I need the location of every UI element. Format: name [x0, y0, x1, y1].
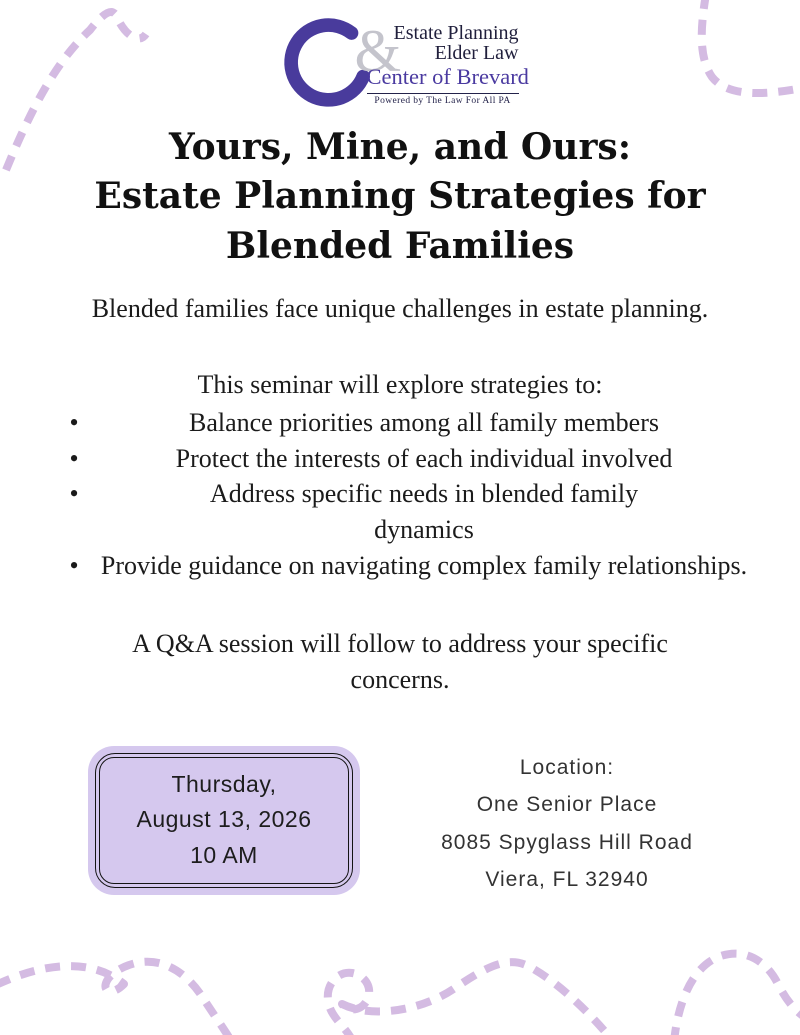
brand-name-line1: Estate Planning [393, 22, 519, 44]
title-line2: Estate Planning Strategies for [94, 175, 706, 218]
dash-curve-bottom-left [0, 962, 232, 1035]
brand-name-line3: Center of Brevard [366, 63, 529, 89]
list-item-text: Balance priorities among all family members [188, 407, 660, 437]
strategy-list [50, 405, 750, 584]
schedule-box-border-inner [99, 757, 349, 884]
page-title [0, 123, 800, 271]
brand-wordmark [354, 13, 529, 107]
event-details [0, 746, 800, 899]
title-line1: Yours, Mine, and Ours: [169, 126, 631, 168]
location-venue: One Senior Place [476, 793, 658, 817]
bullet-icon: • [69, 443, 79, 473]
location-street: 8085 Spyglass Hill Road [441, 830, 693, 854]
bullet-icon: • [69, 551, 79, 581]
bullet-icon: • [69, 407, 79, 437]
brand-tagline: Powered by The Law For All PA [374, 96, 511, 107]
brand-divider [367, 93, 519, 94]
seminar-lead: This seminar will explore strategies to: [197, 369, 603, 399]
dash-curve-bottom-center [328, 962, 614, 1035]
schedule-day: Thursday, [171, 770, 277, 797]
ampersand-glyph: & [354, 18, 402, 84]
intro-paragraph: Blended families face unique challenges in estate planning. [91, 293, 709, 323]
list-item-text: Provide guidance on navigating complex family relationships. [100, 551, 748, 581]
list-item [50, 405, 750, 441]
location-city: Viera, FL 32940 [485, 867, 649, 891]
dash-curve-bottom-right [674, 954, 800, 1035]
schedule-date: August 13, 2026 [136, 806, 312, 833]
location-label: Location: [519, 755, 615, 779]
brand-name-line2: Elder Law [434, 42, 519, 65]
list-item-text: Protect the interests of each individual involved [175, 443, 673, 473]
schedule-box [88, 746, 360, 895]
list-item [50, 441, 750, 477]
title-line3: Blended Families [225, 224, 575, 267]
brand-logo [0, 0, 800, 110]
list-item-text [98, 476, 750, 548]
schedule-box-border-outer [95, 753, 353, 888]
location-block [360, 746, 800, 899]
qa-note: A Q&A session will follow to address your specific concerns. [132, 629, 668, 694]
schedule-time: 10 AM [190, 842, 258, 869]
list-item-text-inner: Address specific needs in blended family dynamics [209, 479, 639, 545]
bullet-icon: • [69, 479, 79, 509]
list-item [50, 476, 750, 548]
list-item [50, 548, 750, 584]
